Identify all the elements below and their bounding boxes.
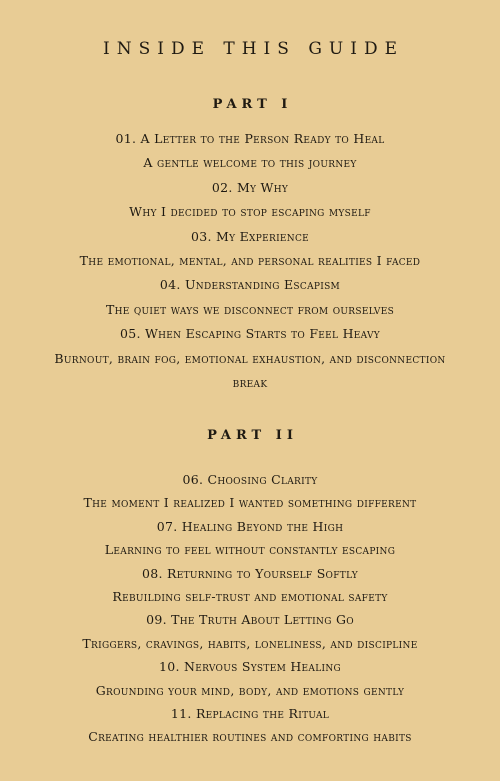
chapter-03-title: 03. My Experience bbox=[190, 228, 310, 244]
chapter-04-subtitle: The quiet ways we disconnect from ourselves bbox=[105, 301, 395, 317]
chapter-10-title: 10. Nervous System Healing bbox=[158, 659, 342, 675]
chapter-02-subtitle: Why I decided to stop escaping myself bbox=[129, 204, 371, 220]
chapter-01-subtitle: A gentle welcome to this journey bbox=[143, 155, 357, 171]
chapter-07-subtitle: Learning to feel without constantly escaping bbox=[104, 542, 396, 558]
chapter-05-subtitle: Burnout, brain fog, emotional exhaustion, and disconnection bbox=[54, 350, 446, 366]
chapter-08-title: 08. Returning to Yourself Softly bbox=[141, 565, 359, 581]
chapter-05-subtitle-continued: break bbox=[232, 375, 268, 391]
chapter-06-title: 06. Choosing Clarity bbox=[182, 472, 318, 487]
chapter-10-subtitle: Grounding your mind, body, and emotions gently bbox=[95, 682, 405, 698]
part-one-contents bbox=[0, 127, 500, 395]
chapter-03-subtitle: The emotional, mental, and personal realities I faced bbox=[79, 253, 421, 269]
chapter-06-subtitle: The moment I realized I wanted something different bbox=[83, 495, 417, 511]
chapter-01-title: 01. A Letter to the Person Ready to Heal bbox=[115, 131, 385, 146]
chapter-07-title: 07. Healing Beyond the High bbox=[156, 518, 344, 534]
chapter-09-title: 09. The Truth About Letting Go bbox=[146, 612, 354, 628]
chapter-04-title: 04. Understanding Escapism bbox=[159, 277, 341, 293]
part-one-heading: PART I bbox=[212, 97, 293, 112]
page-title: INSIDE THIS GUIDE bbox=[103, 39, 404, 59]
chapter-09-subtitle: Triggers, cravings, habits, loneliness, and discipline bbox=[82, 635, 418, 651]
chapter-08-subtitle: Rebuilding self-trust and emotional safety bbox=[112, 589, 388, 605]
chapter-11-subtitle: Creating healthier routines and comforting habits bbox=[88, 729, 412, 745]
chapter-02-title: 02. My Why bbox=[211, 179, 289, 195]
part-two-contents bbox=[0, 468, 500, 749]
chapter-05-title: 05. When Escaping Starts to Feel Heavy bbox=[119, 326, 381, 342]
part-two-heading: PART II bbox=[207, 428, 298, 443]
chapter-11-title: 11. Replacing the Ritual bbox=[170, 706, 330, 722]
